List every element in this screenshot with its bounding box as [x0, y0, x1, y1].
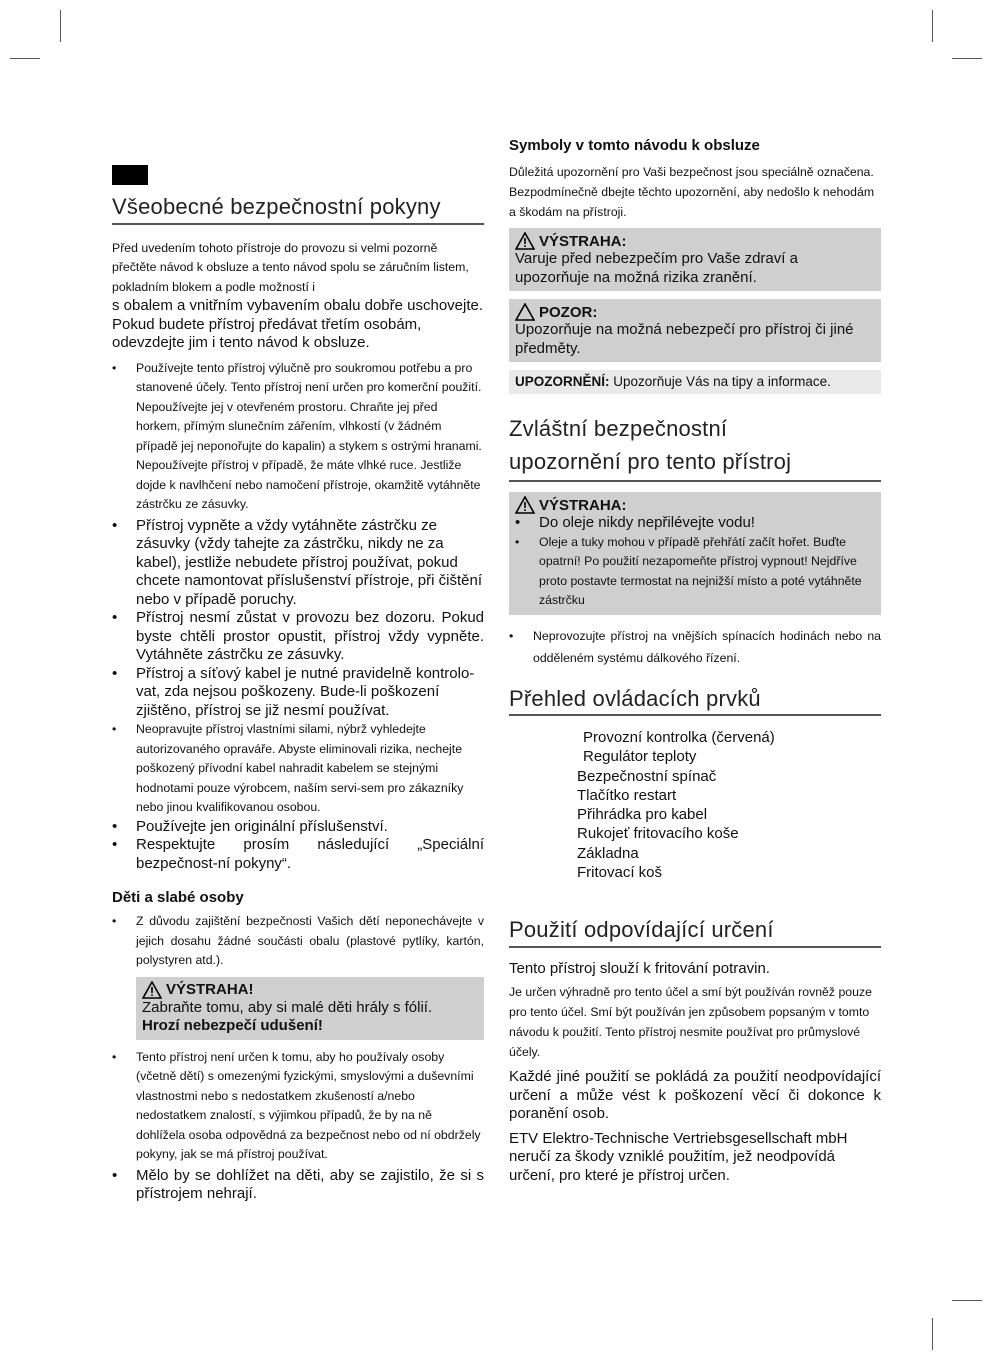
control-item: Regulátor teploty — [583, 748, 697, 766]
special-heading-line-2: upozornění pro tento přístroj — [509, 449, 792, 474]
list-item: • Přístroj vypněte a vždy vytáhněte zástrčku ze zásuvky (vždy tahejte za zástrčku, nikdy ne za kabel), jestliže nebudete přístroj používat, pokud chcete namontovat příslušenství přístroje, při čištění nebo v případě poruchy. — [112, 517, 484, 610]
crop-mark — [932, 10, 933, 42]
usage-paragraph-3: Každé jiné použití se pokládá za použití neodpovídající určení a může vést k poškození věcí či dokonce k poranění osob. — [509, 1068, 881, 1123]
control-item: Přihrádka pro kabel — [577, 806, 708, 824]
warning-title-text: VÝSTRAHA! — [166, 981, 254, 998]
control-item: Základna — [577, 844, 639, 862]
list-item: • Používejte jen originální příslušenství. — [112, 818, 484, 837]
list-item: • Mělo by se dohlížet na děti, aby se zajistilo, že si s přístrojem nehrají. — [112, 1167, 484, 1204]
warning-title — [515, 232, 875, 250]
special-warning-list — [515, 514, 875, 611]
list-item: • Přístroj a síťový kabel je nutné pravidelně kontrolo-vat, zda nejsou poškozeny. Bude-li poškození zjištěno, přístroj se již nesmí používat. — [112, 665, 484, 721]
usage-paragraph-2: Je určen výhradně pro tento účel a smí být používán rovněž pouze pro tento účel. Smí být používán jen způsobem popsaným v tomto návodu k použití. Tento přístroj nesmite používat pro průmyslové účely. — [509, 985, 872, 1060]
safety-list-3 — [112, 720, 484, 818]
symbols-heading: Symboly v tomto návodu k obsluze — [509, 137, 760, 154]
intro-big-text: s obalem a vnitřním vybavením obalu dobře uschovejte. Pokud budete přístroj předávat třetím osobám, odevzdejte jim i tento návod k obsluze. — [112, 297, 484, 351]
usage-paragraph-4: ETV Elektro-Technische Vertriebsgesellschaft mbH neručí za škody vzniklé použitím, jež neodpovídá určení, pro které je přístroj určen. — [509, 1129, 848, 1184]
crop-mark — [952, 1300, 982, 1301]
control-item: Tlačítko restart — [577, 786, 677, 804]
crop-mark — [932, 1318, 933, 1350]
intended-use-heading: Použití odpovídající určení — [509, 916, 881, 948]
safety-list-2 — [112, 517, 484, 721]
warning-description: Varuje před nebezpečím pro Vaše zdraví a upozorňuje na možná rizika zranění. — [515, 250, 798, 286]
safety-list-5 — [112, 1048, 484, 1165]
warning-title — [142, 981, 478, 999]
timer-list — [509, 625, 881, 669]
warning-title-text: VÝSTRAHA: — [539, 232, 627, 250]
special-warning-box — [509, 492, 881, 615]
intro-small-text: Před uvedením tohoto přístroje do provozu si velmi pozorně přečtěte návod k obsluze a tento návod spolu se záručním listem, pokladním blokem a podle možností i — [112, 240, 469, 294]
control-item: Provozní kontrolka (červená) — [583, 729, 775, 746]
list-item: • Oleje a tuky mohou v případě přehřátí začít hořet. Buďte opatrní! Po použití nezapomeňte přístroj vypnout! Nejdříve proto postavte termostat na nejnižší místo a poté vytáhněte zástrčku — [515, 533, 875, 611]
caution-title — [515, 303, 875, 321]
list-item: • Z důvodu zajištění bezpečnosti Vašich dětí neponechávejte v jejich dosahu žádné součásti obalu (plastové pytlíky, kartón, polystyren atd.). — [112, 912, 484, 971]
list-item: • Tento přístroj není určen k tomu, aby ho používaly osoby (včetně dětí) s omezenými fyzickými, smyslovými a duševními vlastnostmi nebo s nedostatkem zkušeností a/nebo nedostatkem znalostí, s výjimkou případů, že by na ně dohlížela osoba odpovědná za bezpečnost nebo od ní obdržely pokyny, jak se má přístroj používat. — [112, 1048, 484, 1165]
crop-mark — [60, 10, 61, 42]
crop-mark — [952, 58, 982, 59]
list-item: • Neopravujte přístroj vlastními silami, nýbrž vyhledejte autorizovaného opraváře. Abyste eliminovali rizika, nechejte poškozený přívodní kabel nahradit kabelem se stejnými hodnotami pouze výrobcem, naším servi-sem pro zákazníky nebo jinou kvalifikovanou osobou. — [112, 720, 484, 818]
warning-line-2: Hrozí nebezpečí udušení! — [142, 1017, 323, 1034]
right-column — [509, 137, 881, 1185]
caution-title-text: POZOR: — [539, 303, 598, 321]
list-item: • Přístroj nesmí zůstat v provozu bez dozoru. Pokud byste chtěli prostor opustit, přístroj vždy vypněte. Vytáhněte zástrčku ze zásuvky. — [112, 609, 484, 665]
caution-symbol-box — [509, 299, 881, 362]
note-label: UPOZORNĚNÍ: — [515, 374, 610, 389]
control-item: Rukojeť fritovacího koše — [577, 825, 739, 843]
controls-list — [509, 728, 881, 882]
list-item: • Respektujte prosím následující „Speciální bezpečnost-ní pokyny“. — [112, 836, 484, 873]
general-safety-heading: Všeobecné bezpečnostní pokyny — [112, 193, 484, 225]
warning-title — [515, 496, 875, 514]
note-symbol-box — [509, 370, 881, 394]
usage-paragraph-1: Tento přístroj slouží k fritování potravin. — [509, 959, 770, 977]
caution-triangle-icon — [515, 303, 535, 321]
safety-list-6 — [112, 1167, 484, 1204]
children-heading: Děti a slabé osoby — [112, 889, 244, 906]
control-item: Fritovací koš — [577, 864, 663, 882]
crop-mark — [10, 58, 40, 59]
warning-line-1: Zabraňte tomu, aby si malé děti hrály s fólií. — [142, 998, 433, 1016]
warning-title-text: VÝSTRAHA: — [539, 496, 627, 514]
warning-symbol-box — [509, 228, 881, 291]
safety-list-1 — [112, 359, 484, 515]
left-column — [112, 165, 484, 1204]
list-item: • Neprovozujte přístroj na vnějších spínacích hodinách nebo na odděleném systému dálkového řízení. — [509, 625, 881, 669]
children-warning-box — [136, 977, 484, 1040]
caution-description: Upozorňuje na možná nebezpečí pro přístroj či jiné předměty. — [515, 321, 854, 357]
special-safety-heading — [509, 412, 881, 482]
controls-heading: Přehled ovládacích prvků — [509, 685, 881, 717]
language-tab-marker — [112, 165, 148, 185]
list-item: • Používejte tento přístroj výlučně pro soukromou potřebu a pro stanovené účely. Tento přístroj není určen pro komerční použití. Nepoužívejte jej v otevřeném prostoru. Chraňte jej před horkem, přímým slunečním zářením, vlhkostí (v žádném případě jej neponořujte do kapalin) a stykem s ostrými hranami. Nepoužívejte přístroj v případě, že máte vlhké ruce. Jestliže dojde k navlhčení nebo namočení přístroje, okamžitě vytáhněte zástrčku ze zásuvky. — [112, 359, 484, 515]
control-item: Bezpečnostní spínač — [577, 767, 717, 785]
warning-triangle-icon — [515, 232, 535, 250]
special-heading-line-1: Zvláštní bezpečnostní — [509, 416, 728, 441]
children-list — [112, 912, 484, 971]
note-text: Upozorňuje Vás na tipy a informace. — [613, 374, 831, 389]
safety-list-4 — [112, 818, 484, 874]
symbols-intro: Důležitá upozornění pro Vaši bezpečnost jsou speciálně označena. Bezpodmínečně dbejte těchto upozornění, aby nedošlo k nehodám a škodám na přístroji. — [509, 165, 875, 219]
warning-triangle-icon — [142, 981, 162, 999]
warning-triangle-icon — [515, 496, 535, 514]
list-item: • Do oleje nikdy nepřilévejte vodu! — [515, 514, 875, 533]
